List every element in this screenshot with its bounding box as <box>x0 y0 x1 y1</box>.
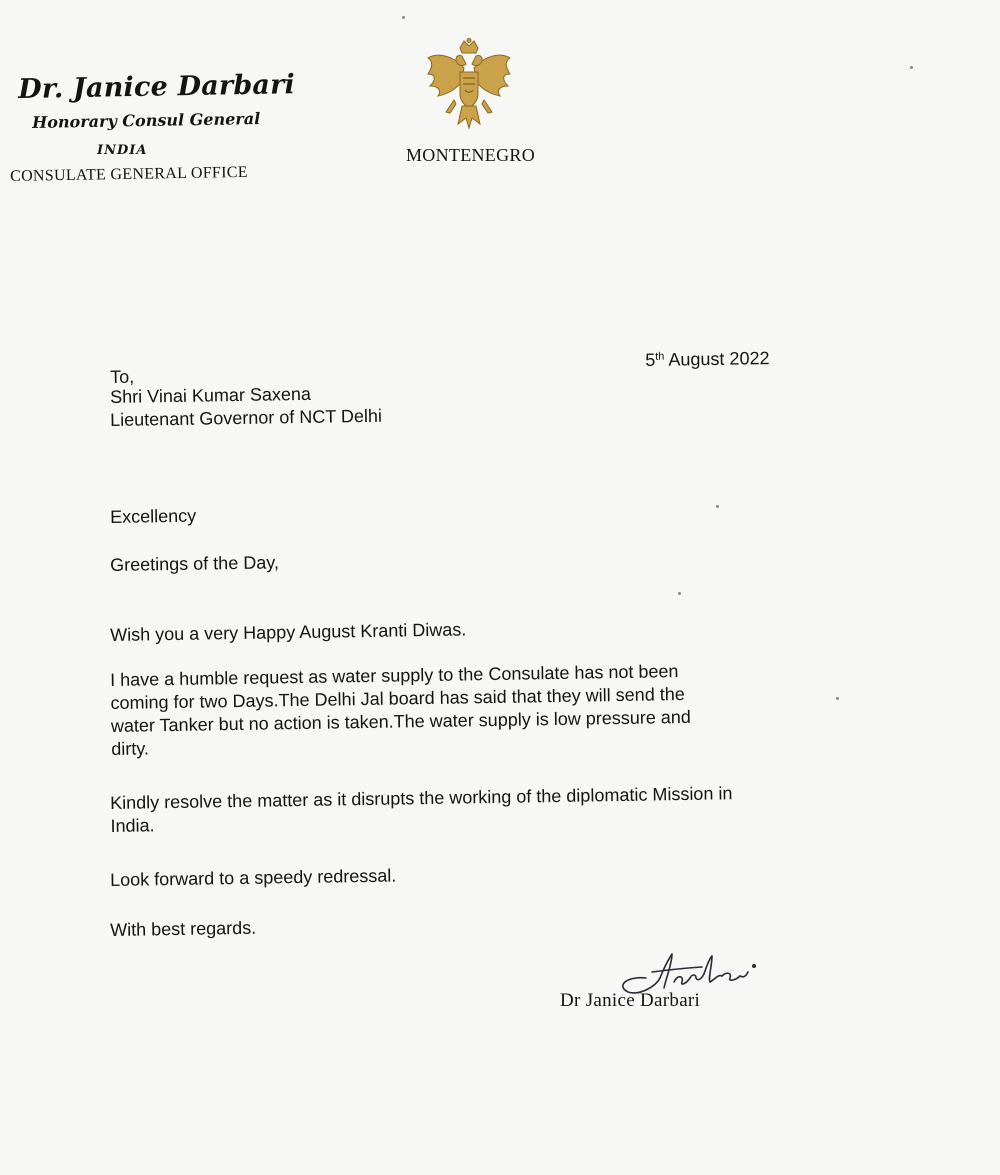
letterhead-office: CONSULATE GENERAL OFFICE <box>10 163 248 185</box>
paragraph-line: I have a humble request as water supply to the Consulate has not been <box>110 661 679 690</box>
scan-speck <box>836 697 839 700</box>
scan-speck <box>678 592 681 595</box>
greeting-line: Greetings of the Day, <box>110 552 280 575</box>
letterhead-role: Honorary Consul General <box>32 109 261 132</box>
scan-speck <box>716 505 719 508</box>
address-line: Excellency <box>110 505 197 527</box>
letterhead-nation: MONTENEGRO <box>406 145 535 165</box>
scan-speck <box>910 66 913 69</box>
recipient-title: Lieutenant Governor of NCT Delhi <box>110 405 383 430</box>
letterhead-name: Dr. Janice Darbari <box>18 69 296 105</box>
paragraph-line: coming for two Days.The Delhi Jal board has said that they will send the <box>110 683 685 713</box>
request-paragraph <box>110 660 691 761</box>
sign-off: With best regards. <box>110 917 257 940</box>
paragraph-line: water Tanker but no action is taken.The water supply is low pressure and <box>110 706 691 736</box>
resolve-paragraph <box>110 782 733 838</box>
recipient-name: Shri Vinai Kumar Saxena <box>110 383 312 407</box>
signer-name: Dr Janice Darbari <box>560 990 701 1011</box>
closing-line: Look forward to a speedy redressal. <box>110 865 397 890</box>
scan-speck <box>402 16 405 19</box>
paragraph-line: Kindly resolve the matter as it disrupts the working of the diplomatic Mission in <box>110 783 733 813</box>
coat-of-arms-icon <box>424 38 514 134</box>
letterhead-country: INDIA <box>97 143 148 158</box>
wish-line: Wish you a very Happy August Kranti Diwas. <box>110 619 467 645</box>
letter-date: 5th August 2022 <box>645 348 770 370</box>
salutation-to: To, <box>110 366 135 387</box>
paragraph-line: dirty. <box>111 738 150 759</box>
paragraph-line: India. <box>110 815 155 836</box>
